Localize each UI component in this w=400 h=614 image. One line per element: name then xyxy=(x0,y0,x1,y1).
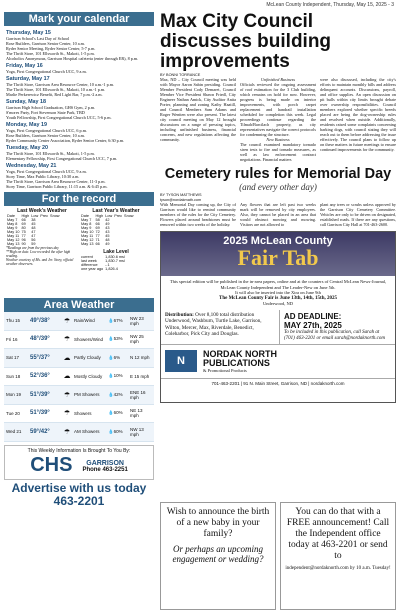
fair-banner xyxy=(161,232,395,276)
weather-temp: 49°/38° xyxy=(30,317,50,324)
chs-logo: CHS xyxy=(30,453,73,476)
weather-temp: 52°/36° xyxy=(30,373,50,380)
calendar-list xyxy=(4,26,154,189)
table-cell: 66 xyxy=(95,222,100,226)
rain-icon: ☂ xyxy=(63,428,71,436)
nordak-logo: N xyxy=(165,350,197,372)
story1-subhead2: New Business xyxy=(266,137,290,142)
table-cell: 47 xyxy=(31,234,36,238)
table-cell: 72 xyxy=(95,230,100,234)
table-header: Snow xyxy=(124,214,134,218)
calendar-day: Friday, May 16 xyxy=(6,63,43,69)
table-cell: 77 xyxy=(95,234,100,238)
nordak-logo-block xyxy=(161,344,395,378)
table-cell: 71 xyxy=(95,238,100,242)
calendar-event: Garrison School's Last Day of School xyxy=(6,36,70,41)
weather-title: Area Weather xyxy=(4,298,154,312)
calendar-event: Story Time, Max Public Library, 10:30 a.m. xyxy=(6,174,80,179)
table-header: Prec xyxy=(114,214,123,218)
table-cell: 66 xyxy=(21,218,26,222)
weather-day: Thu 15 xyxy=(6,318,21,324)
table-cell: 90 xyxy=(21,242,26,246)
table-cell: 1,830.6 msl xyxy=(105,255,125,259)
table-cell: 49 xyxy=(105,222,110,226)
table-cell: 1,830.7 msl xyxy=(105,259,125,263)
story2-email[interactable]: tyson@nordakmath.com xyxy=(160,198,202,202)
fair-distribution xyxy=(161,310,279,344)
lake-level-table xyxy=(80,255,126,271)
calendar-event: Yoga, First Congregational Church UCC, 9 a.m. xyxy=(6,69,87,74)
story1-body xyxy=(160,77,396,162)
fair-line3: It will also be inserted into the Xtra on June 9th xyxy=(235,290,321,295)
weather-precip: 💧60% xyxy=(108,428,123,434)
calendar-title: Mark your calendar xyxy=(4,12,154,26)
story2-byline: BY TYSON MATTHEWS xyxy=(160,193,202,197)
free-ad-email: independent@nordaknorth.com by 10 a.m. Tuesday! xyxy=(285,566,391,571)
weather-wind: E 15 mph xyxy=(130,373,150,379)
table-cell: 56 xyxy=(31,238,36,242)
weather-wind: NW 13 mph xyxy=(130,426,144,437)
table-cell: 49 xyxy=(105,242,110,246)
calendar-day: Monday, May 19 xyxy=(6,122,47,128)
last-year-table xyxy=(80,214,135,246)
deadline-date: MAY 27th, 2025 xyxy=(284,320,342,330)
baby-ad-alt: Or perhaps an upcoming engagement or wedding? xyxy=(172,544,264,564)
weather-precip: 💧10% xyxy=(108,373,123,379)
calendar-event: The Thrift Store, Garrison Area Resource Center, 10 a.m.-1 p.m. xyxy=(6,82,115,87)
weather-precip: 💧53% xyxy=(108,336,123,342)
table-cell: 96 xyxy=(21,238,26,242)
rain-icon: ☂ xyxy=(63,410,71,418)
story2-col2: Any flowers that are left past two weeks mark will be removed by city employees. Also, they cannot be placed in an area that would obstruct mowing and mowing. Visitors are not allowed to xyxy=(240,202,316,227)
table-cell: 77 xyxy=(21,234,26,238)
table-cell: May 8 xyxy=(81,222,92,226)
page-header xyxy=(0,0,400,9)
story2-col1: With Memorial Day coming up, the City of Garrison would like to remind community members of the rules for the City Cemetery. Flowers placed around headstones must be removed within two weeks of the holiday. xyxy=(160,202,236,227)
table-cell: difference xyxy=(81,263,98,267)
weather-precip: 💧6% xyxy=(108,354,121,360)
table-cell: 59 xyxy=(31,242,36,246)
weather-condition: PM Showers xyxy=(74,392,100,398)
table-cell: 38 xyxy=(31,218,36,222)
calendar-event: Ryder Senior Meeting, Ryder Senior Center, 5-7 p.m. xyxy=(6,46,96,51)
table-header: Snow xyxy=(50,214,60,218)
table-cell: 43 xyxy=(105,226,110,230)
publisher-sub: PUBLICATIONS xyxy=(203,357,270,368)
story1-subhead1: Unfinished Business xyxy=(260,77,296,82)
weather-temp: 51°/39° xyxy=(30,391,50,398)
weather-list xyxy=(4,312,154,442)
publisher-tag: & Promotional Products xyxy=(203,367,247,373)
baby-ad-text: Wish to announce the birth of a new baby in your family? xyxy=(166,507,270,539)
table-cell: 58 xyxy=(95,218,100,222)
table-cell: 66 xyxy=(95,242,100,246)
table-cell: 42 xyxy=(105,218,110,222)
weather-row xyxy=(4,312,154,331)
fair-year: 2025 McLean County xyxy=(223,235,333,247)
rain-icon: ☂ xyxy=(63,317,71,325)
calendar-day: Tuesday, May 20 xyxy=(6,145,49,151)
table-header: Low xyxy=(105,214,113,218)
advertise-ad xyxy=(4,482,154,508)
story1-col2b-text: The council examined mandatory tornado siren tests to fire and tornado measures, as well as law enforcement contract negotiations. Financial matters xyxy=(240,142,316,162)
calendar-event: The Thrift Store, 101 Ellsworth St., Makoti, 10 a.m.-1 p.m. xyxy=(6,87,106,92)
weather-condition: Showers xyxy=(74,410,92,416)
table-cell: 69 xyxy=(95,226,100,230)
table-header: Low xyxy=(31,214,39,218)
sponsor-line: This Weekly Information Is Brought To You By: xyxy=(27,447,131,454)
table-cell: 48 xyxy=(31,226,36,230)
weather-condition: Showers/Wind xyxy=(74,336,104,342)
weather-row xyxy=(4,386,154,405)
weather-temp: 51°/39° xyxy=(30,410,50,417)
fair-place: Underwood, ND xyxy=(263,301,293,306)
weather-temp: 48°/39° xyxy=(30,336,50,343)
table-cell: current xyxy=(81,255,93,259)
last-year-weather xyxy=(80,208,152,296)
table-cell: 43 xyxy=(105,230,110,234)
calendar-event: Garrison High School Graduation, GHS Gym, 2 p.m. xyxy=(6,105,96,110)
calendar-event: Yoga, First Congregational Church UCC, 9 a.m. xyxy=(6,169,87,174)
right-column xyxy=(160,12,396,403)
story1-col3: were also discussed, including the city's efforts to maintain monthly bills and address delinquent accounts. Discussions, payroll, and office supplies. An open discussion on pit bulls within city limits brought debate over ownership responsibilities. Council members explored whether specific breeds placed are being the dog-ownership rules and resolved when outside. Additionally, residents raised some complaints concerning barking dogs, with council stating they will reach out to them before addressing the issue effectively. The council plans to follow up on these matters in future meetings to ensure continued improvements for the community. xyxy=(320,77,396,152)
weather-day: Mon 19 xyxy=(6,392,22,398)
table-row xyxy=(80,242,135,246)
weather-wind: NE 13 mph xyxy=(130,408,143,419)
calendar-event: Rose Builders, Garrison Senior Center, 10 a.m. xyxy=(6,41,85,46)
weather-row xyxy=(4,423,154,442)
weather-precip: 💧60% xyxy=(108,410,123,416)
table-cell: 47 xyxy=(31,230,36,234)
table-cell: 45 xyxy=(105,234,110,238)
publisher-name: NORDAK NORTH xyxy=(203,348,277,359)
this-week-title: Last Week's Weather xyxy=(17,208,67,214)
last-year-title: Last Year's Weather xyxy=(92,208,140,214)
table-header: Date xyxy=(7,214,16,218)
calendar-event: Ryder Community Center Association, Ryder Senior Center, 6:30 p.m. xyxy=(6,138,125,143)
weather-day: Fri 16 xyxy=(6,336,18,342)
story2-col3: plant any trees or scrubs unless approved by the Garrison City Cemetery Committee. Vehicles are only to be driven on designated, established roads. If there are any questions, call Garrison City Hall at 701-463-2600. xyxy=(320,202,396,227)
weather-day: Sat 17 xyxy=(6,355,20,361)
weather-wind: N 12 mph xyxy=(130,355,150,361)
calendar-event: The Thrift Store, 101 Ellsworth St., Makoti, 1-5 p.m. xyxy=(6,51,95,56)
calendar-event: Youth Fellowship, First Congregational Church UCC, 5-6 p.m. xyxy=(6,115,112,120)
page-header-text: McLean County Independent, Thursday, May 15, 2025 - 3 xyxy=(266,2,394,8)
weather-temp: 55°/37° xyxy=(30,354,50,361)
table-cell xyxy=(113,242,123,246)
table-cell: May 9 xyxy=(81,226,92,230)
table-header: High xyxy=(21,214,30,218)
calendar-day: Thursday, May 15 xyxy=(6,30,51,36)
free-announcement-ad xyxy=(280,502,396,610)
story1-col2 xyxy=(240,77,316,162)
table-cell: last week xyxy=(81,259,97,263)
weather-wind: ENE 16 mph xyxy=(130,389,146,400)
calendar-event: Elementary Fellowship, First Congregational Church UCC, 7 p.m. xyxy=(6,156,118,161)
story2-subhead: (and every other day) xyxy=(239,182,317,192)
calendar-event: The Thrift Store, 101 Ellsworth St., Makoti, 1-5 p.m. xyxy=(6,151,95,156)
table-cell: May 10 xyxy=(81,230,94,234)
calendar-day: Saturday, May 17 xyxy=(6,76,50,82)
weather-precip: 💧42% xyxy=(108,391,123,397)
weather-section xyxy=(4,298,154,442)
table-cell: 1,826.4 xyxy=(105,267,118,271)
fair-name: Fair Tab xyxy=(237,245,319,270)
this-week-weather xyxy=(6,208,78,296)
fair-line2: McLean County Independent and The Leader-New on June 5th. xyxy=(220,284,336,290)
weather-wind: NW 23 mph xyxy=(130,315,144,326)
table-header: Date xyxy=(81,214,90,218)
weather-day: Sun 18 xyxy=(6,373,21,379)
table-cell: 80 xyxy=(21,226,26,230)
story2-body xyxy=(160,202,396,227)
record-note-2: **High on date. Low recorded the after high reading. xyxy=(6,250,71,258)
table-cell: May 13 xyxy=(81,242,94,246)
deadline-title: AD DEADLINE: xyxy=(284,311,342,321)
calendar-day: Wednesday, May 21 xyxy=(6,163,57,169)
calendar-event: Alcoholics Anonymous, Garrison Hospital cafeteria (enter through ER), 8 p.m. xyxy=(6,56,139,61)
fair-footer: 701-463-2201 | 91 N. Main Street, Garrison, ND | nordaknorth.com xyxy=(161,378,395,386)
weather-day: Wed 21 xyxy=(6,429,22,435)
this-week-table xyxy=(6,214,61,246)
table-cell xyxy=(123,242,135,246)
table-cell: May 8 xyxy=(7,222,18,226)
weather-condition: Mostly Cloudy xyxy=(74,373,103,379)
calendar-day: Sunday, May 18 xyxy=(6,99,47,105)
sponsor-town: GARRISON xyxy=(86,460,124,468)
weather-condition: Rain/Wind xyxy=(74,318,95,324)
table-cell: May 12 xyxy=(81,238,94,242)
weather-condition: Partly Cloudy xyxy=(74,355,101,361)
calendar-event: Marlie Perkerewicz Benefit, Red Light Bar, 7 p.m.-2 a.m. xyxy=(6,92,103,97)
weather-row xyxy=(4,405,154,424)
table-cell: May 7 xyxy=(7,218,18,222)
rain-icon: ☂ xyxy=(63,391,71,399)
table-header: High xyxy=(95,214,104,218)
lake-level-title: Lake Level xyxy=(103,249,129,255)
distribution-label: Distribution: xyxy=(165,311,194,318)
rain-icon: ☂ xyxy=(63,336,71,344)
left-column xyxy=(4,12,154,508)
sponsor-phone: Phone 463-2251 xyxy=(82,467,128,474)
table-cell: 48 xyxy=(105,238,110,242)
calendar-event: S'mores Party, Fort Stevenson State Park, TBD xyxy=(6,110,85,115)
fair-tab-ad xyxy=(160,231,396,403)
fair-dates: The McLean County Fair is June 13th, 14th, 15th, 2025 xyxy=(219,295,337,301)
story1-byline: BY BONNI TORRANCE xyxy=(160,73,201,77)
weather-temp: 59°/42° xyxy=(30,428,50,435)
table-cell: May 9 xyxy=(7,226,18,230)
table-cell: May 11 xyxy=(7,234,20,238)
cloud-icon: ☁ xyxy=(63,373,71,381)
weather-row xyxy=(4,331,154,350)
weather-condition: AM Showers xyxy=(74,429,100,435)
calendar-event: Rose Builders, Garrison Senior Center, 10 a.m. xyxy=(6,133,85,138)
fair-line1: This special edition will be published in the in-area papers, online and at the counters of Central McLean News-Journal, xyxy=(169,279,387,284)
story2-headline: Cemetery rules for Memorial Day xyxy=(164,166,392,182)
cloud-icon: ☁ xyxy=(63,354,71,362)
table-cell: May 12 xyxy=(7,238,20,242)
table-cell: 69 xyxy=(21,222,26,226)
story1-col2-text: Officials reviewed the ongoing assessment of roof estimation for the 3 Club building, which remains on hold for now. However, progress is being made on interior improvements, with porch carpet replacement and handrail installation scheduled for completion this week. Legal proceedings continue regarding the Tilmah/Barcilach property, as city representatives navigate the correct protocols for condemning the structure. xyxy=(240,82,316,137)
fair-deadline xyxy=(279,310,395,344)
calendar-event: The Thrift Store, Garrison Area Resource Center, 11-3 p.m. xyxy=(6,179,106,184)
record-title: For the record xyxy=(4,192,154,206)
baby-announcement-ad xyxy=(160,502,276,610)
weather-day: Tue 20 xyxy=(6,410,20,416)
table-cell: May 10 xyxy=(7,230,20,234)
deadline-note: To be included in this publication, call Sarah at (701) 463-2201 or email sarah@nordaknorth.com xyxy=(284,329,385,341)
weather-row xyxy=(4,349,154,368)
story1-headline: Max City Council discusses building improvements xyxy=(160,11,332,72)
sponsor-ad xyxy=(4,445,154,480)
record-section xyxy=(4,192,154,298)
table-header: Prec xyxy=(40,214,49,218)
story1-col1: Max, ND – City Council meeting was held with Mayor Aaron Sabin presiding. Council Member President Cody Demaret, Council Member Vice President Shawn Friedl, City Engineer Nathan Amick, City Auditor Anita Porter, planning and zoning Kathy Haatill, and Council Members Sam Adams and Roger Wentten were also present. The latest city council meeting on May 12 brought discussions on a range of pressing topics, including unfinished business, financial concerns, and new regulations affecting the community. xyxy=(160,77,236,142)
distribution-text: Over 8,100 total distribution Underwood, Washburn, Turtle Lake, Garrison, Wilton, Mercer, Max, Riverdale, Benedict, Coleharbor, Pick City and Douglas. xyxy=(165,311,262,337)
calendar-event: Yoga, First Congregational Church UCC, 6 p.m. xyxy=(6,128,87,133)
weather-precip: 💧67% xyxy=(108,317,123,323)
table-cell: 45 xyxy=(31,222,36,226)
table-cell: one year ago xyxy=(81,267,104,271)
advertise-phone: 463-2201 xyxy=(53,493,105,508)
table-row xyxy=(80,267,126,271)
table-cell: 75 xyxy=(21,230,26,234)
free-ad-text: You can do that with a FREE announcement! Call the Independent office today at 463-2201 or send to xyxy=(286,507,390,561)
record-note-1: *Readings are from the previous day xyxy=(6,246,59,250)
table-cell: -.1 xyxy=(105,263,110,267)
weather-row xyxy=(4,368,154,387)
table-cell: May 7 xyxy=(81,218,92,222)
table-cell: May 11 xyxy=(81,234,94,238)
advertise-line: Advertise with us today xyxy=(11,480,147,495)
weather-wind: NW 25 mph xyxy=(130,334,144,345)
table-cell: May 13 xyxy=(7,242,20,246)
announcement-ads xyxy=(160,502,396,610)
calendar-event: Story Time, Garrison Public Library, 11:15 a.m. & 6:45 p.m. xyxy=(6,184,108,189)
fair-info xyxy=(161,276,395,310)
record-note-3: Weather courtesy of Ms. and Jer. Story, official weather observers. xyxy=(6,258,74,266)
